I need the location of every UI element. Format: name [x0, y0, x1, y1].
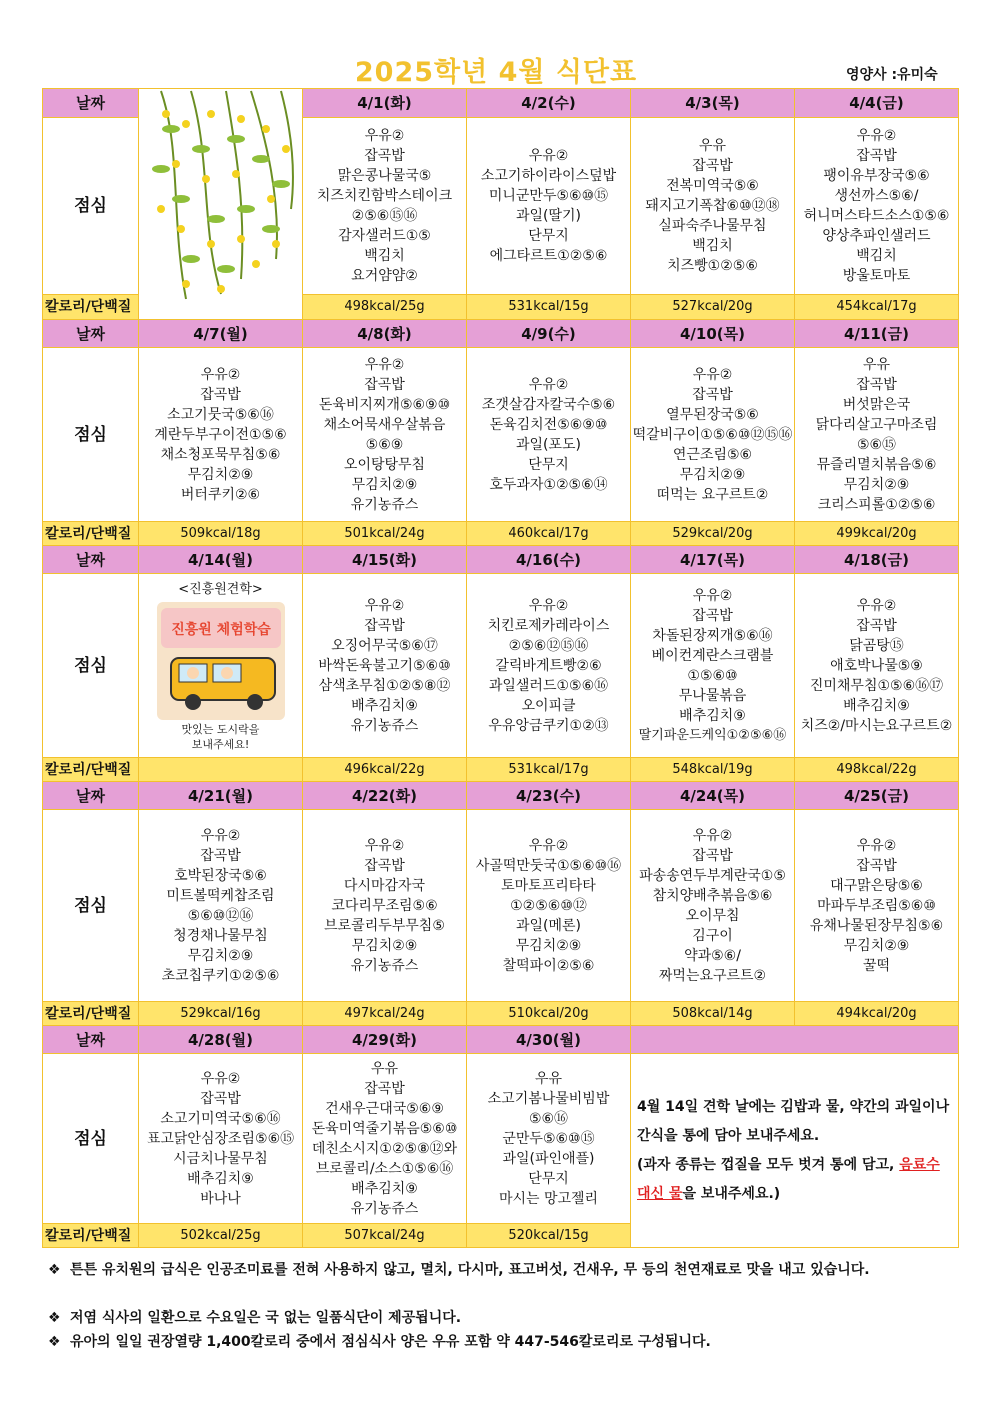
calorie-cell: 502kcal/25g: [139, 1224, 303, 1248]
meal-cell: 우유② 잡곡밥 팽이유부장국⑤⑥ 생선까스⑤⑥/ 허니머스타드소스①⑤⑥ 양상추파인샐러드 백김치 방울토마토: [795, 117, 959, 295]
date-header: 4/25(금): [795, 782, 959, 810]
calorie-cell: 499kcal/20g: [795, 522, 959, 546]
calorie-cell: 527kcal/20g: [631, 295, 795, 320]
date-header: 4/28(월): [139, 1026, 303, 1054]
date-header: 4/30(월): [467, 1026, 631, 1054]
notice-highlight: 음료수 대신 물: [637, 1156, 940, 1202]
calorie-cell: 531kcal/17g: [467, 758, 631, 782]
bullet-icon: ❖: [48, 1262, 61, 1278]
meal-cell: 우유 잡곡밥 건새우근대국⑤⑥⑨ 돈육미역줄기볶음⑤⑥⑩ 데친소시지①②⑤⑧⑫와 브로콜리/소스①⑤⑥⑯ 배추김치⑨ 유기농쥬스: [303, 1054, 467, 1224]
calorie-cell: 507kcal/24g: [303, 1224, 467, 1248]
footer-note-3: ❖ 유아의 일일 권장열량 1,400칼로리 중에서 점심식사 양은 우유 포함 약 447-546칼로리로 구성됩니다.: [48, 1330, 958, 1354]
field-trip-heading: <진흥원견학>: [178, 581, 263, 597]
calorie-cell: [139, 758, 303, 782]
date-label: 날짜: [43, 546, 139, 574]
calorie-cell: 529kcal/16g: [139, 1002, 303, 1026]
field-trip-note-2: 보내주세요!: [191, 737, 250, 751]
lunch-label: 점심: [43, 574, 139, 758]
meal-cell: 우유 잡곡밥 버섯맑은국 닭다리살고구마조림 ⑤⑥⑮ 뮤즐리멸치볶음⑤⑥ 무김치②⑨ 크리스피롤①②⑤⑥: [795, 348, 959, 522]
lunch-label: 점심: [43, 117, 139, 295]
date-header: 4/21(월): [139, 782, 303, 810]
date-header: 4/9(수): [467, 320, 631, 348]
meal-cell: 우유② 잡곡밥 파송송연두부계란국①⑤ 참치양배추볶음⑤⑥ 오이무침 김구이 약과⑤⑥/ 짜먹는요구르트②: [631, 810, 795, 1002]
meal-cell: 우유② 소고기하이라이스덮밥 미니군만두⑤⑥⑩⑮ 과일(딸기) 단무지 에그타르트①②⑤⑥: [467, 117, 631, 295]
date-header: 4/22(화): [303, 782, 467, 810]
date-header: 4/7(월): [139, 320, 303, 348]
calorie-cell: 531kcal/15g: [467, 295, 631, 320]
nutritionist: 영양사 :유미숙: [846, 67, 938, 83]
meal-cell: 우유② 잡곡밥 소고기미역국⑤⑥⑯ 표고닭안심장조림⑤⑥⑮ 시금치나물무침 배추김치⑨ 바나나: [139, 1054, 303, 1224]
calorie-cell: 501kcal/24g: [303, 522, 467, 546]
calorie-cell: 509kcal/18g: [139, 522, 303, 546]
menu-table: [42, 88, 959, 1248]
meal-cell: 우유② 조갯살감자칼국수⑤⑥ 돈육김치전⑤⑥⑨⑩ 과일(포도) 단무지 호두과자①②⑤⑥⑭: [467, 348, 631, 522]
date-header: 4/2(수): [467, 89, 631, 118]
calorie-cell: 454kcal/17g: [795, 295, 959, 320]
lunch-label: 점심: [43, 348, 139, 522]
notice-line-1: 4월 14일 견학 날에는 김밥과 물, 약간의 과일이나 간식을 통에 담아 보내주세요.: [637, 1098, 950, 1144]
meal-cell: 우유 소고기봄나물비빔밥 ⑤⑥⑯ 군만두⑤⑥⑩⑮ 과일(파인애플) 단무지 마시는 망고젤리: [467, 1054, 631, 1224]
field-trip-bus-image: [157, 602, 285, 720]
notice-header: [631, 1026, 959, 1054]
meal-cell: 우유② 잡곡밥 대구맑은탕⑤⑥ 마파두부조림⑤⑥⑩ 유채나물된장무침⑤⑥ 무김치②⑨ 꿀떡: [795, 810, 959, 1002]
meal-cell: 우유② 잡곡밥 닭곰탕⑮ 애호박나물⑤⑨ 진미채무침①⑤⑥⑯⑰ 배추김치⑨ 치즈②/마시는요구르트②: [795, 574, 959, 758]
date-label: 날짜: [43, 782, 139, 810]
date-header: 4/3(목): [631, 89, 795, 118]
calorie-cell: 498kcal/25g: [303, 295, 467, 320]
calorie-label: 칼로리/단백질: [43, 522, 139, 546]
date-header: 4/24(목): [631, 782, 795, 810]
calorie-cell: 520kcal/15g: [467, 1224, 631, 1248]
date-header: 4/14(월): [139, 546, 303, 574]
date-header: 4/1(화): [303, 89, 467, 118]
meal-cell: 우유② 잡곡밥 오징어무국⑤⑥⑰ 바싹돈육불고기⑤⑥⑩ 삼색초무침①②⑤⑧⑫ 배추김치⑨ 유기농쥬스: [303, 574, 467, 758]
date-header: 4/10(목): [631, 320, 795, 348]
date-header: 4/23(수): [467, 782, 631, 810]
calorie-cell: 510kcal/20g: [467, 1002, 631, 1026]
notice-line-2: (과자 종류는 껍질을 모두 벗겨 통에 담고, 음료수 대신 물을 보내주세요.): [637, 1156, 940, 1202]
meal-cell: 우유② 잡곡밥 호박된장국⑤⑥ 미트볼떡케찹조림 ⑤⑥⑩⑫⑯ 청경채나물무침 무김치②⑨ 초코칩쿠키①②⑤⑥: [139, 810, 303, 1002]
calorie-cell: 508kcal/14g: [631, 1002, 795, 1026]
date-label: 날짜: [43, 89, 139, 118]
footer-note-2: ❖ 저염 식사의 일환으로 수요일은 국 없는 일품식단이 제공됩니다.: [48, 1306, 958, 1330]
date-header: 4/15(화): [303, 546, 467, 574]
date-header: 4/16(수): [467, 546, 631, 574]
meal-cell: 우유② 잡곡밥 맑은콩나물국⑤ 치즈치킨함박스테이크 ②⑤⑥⑮⑯ 감자샐러드①⑤ 백김치 요거얌얌②: [303, 117, 467, 295]
bullet-icon: ❖: [48, 1334, 61, 1350]
date-label: 날짜: [43, 1026, 139, 1054]
calorie-label: 칼로리/단백질: [43, 758, 139, 782]
forsythia-image: [139, 89, 303, 320]
meal-cell: 우유② 잡곡밥 돈육비지찌개⑤⑥⑨⑩ 채소어묵새우살볶음 ⑤⑥⑨ 오이탕탕무침 무김치②⑨ 유기농쥬스: [303, 348, 467, 522]
meal-cell: 우유② 사골떡만둣국①⑤⑥⑩⑯ 토마토프리타타 ①②⑤⑥⑩⑫ 과일(메론) 무김치②⑨ 찰떡파이②⑤⑥: [467, 810, 631, 1002]
field-trip-cell: [139, 574, 303, 758]
page-title: 2025학년 4월 식단표: [354, 57, 638, 88]
calorie-label: 칼로리/단백질: [43, 1002, 139, 1026]
date-header: 4/8(화): [303, 320, 467, 348]
field-trip-note-1: 맛있는 도시락을: [181, 722, 260, 736]
date-header: 4/18(금): [795, 546, 959, 574]
meal-cell: 우유 잡곡밥 전복미역국⑤⑥ 돼지고기폭찹⑥⑩⑫⑱ 실파숙주나물무침 백김치 치즈빵①②⑤⑥: [631, 117, 795, 295]
date-header: 4/4(금): [795, 89, 959, 118]
calorie-cell: 496kcal/22g: [303, 758, 467, 782]
meal-cell: 우유② 잡곡밥 열무된장국⑤⑥ 떡갈비구이①⑤⑥⑩⑫⑮⑯ 연근조림⑤⑥ 무김치②⑨ 떠먹는 요구르트②: [631, 348, 795, 522]
meal-cell: 우유② 잡곡밥 다시마감자국 코다리무조림⑤⑥ 브로콜리두부무침⑤ 무김치②⑨ 유기농쥬스: [303, 810, 467, 1002]
calorie-label: 칼로리/단백질: [43, 1224, 139, 1248]
meal-cell: 우유② 잡곡밥 소고기뭇국⑤⑥⑯ 계란두부구이전①⑤⑥ 채소청포묵무침⑤⑥ 무김치②⑨ 버터쿠키②⑥: [139, 348, 303, 522]
lunch-label: 점심: [43, 1054, 139, 1224]
calorie-label: 칼로리/단백질: [43, 295, 139, 320]
date-header: 4/29(화): [303, 1026, 467, 1054]
calorie-cell: 494kcal/20g: [795, 1002, 959, 1026]
date-header: 4/11(금): [795, 320, 959, 348]
calorie-cell: 460kcal/17g: [467, 522, 631, 546]
calorie-cell: 498kcal/22g: [795, 758, 959, 782]
meal-cell: 우유② 치킨로제카레라이스 ②⑤⑥⑫⑮⑯ 갈릭바게트빵②⑥ 과일샐러드①⑤⑥⑯ 오이피클 우유앙금쿠키①②⑬: [467, 574, 631, 758]
field-trip-sign: 진흥원 체험학습: [170, 621, 271, 638]
calorie-cell: 548kcal/19g: [631, 758, 795, 782]
calorie-cell: 497kcal/24g: [303, 1002, 467, 1026]
date-label: 날짜: [43, 320, 139, 348]
field-trip-notice: [631, 1054, 959, 1248]
footer-note-1: ❖ 튼튼 유치원의 급식은 인공조미료를 전혀 사용하지 않고, 멸치, 다시마, 표고버섯, 건새우, 무 등의 천연재료로 맛을 내고 있습니다.: [48, 1258, 958, 1282]
meal-cell: 우유② 잡곡밥 차돌된장찌개⑤⑥⑯ 베이컨계란스크램블 ①⑤⑥⑩ 무나물볶음 배추김치⑨ 딸기파운드케익①②⑤⑥⑯: [631, 574, 795, 758]
date-header: 4/17(목): [631, 546, 795, 574]
bullet-icon: ❖: [48, 1310, 61, 1326]
lunch-label: 점심: [43, 810, 139, 1002]
calorie-cell: 529kcal/20g: [631, 522, 795, 546]
